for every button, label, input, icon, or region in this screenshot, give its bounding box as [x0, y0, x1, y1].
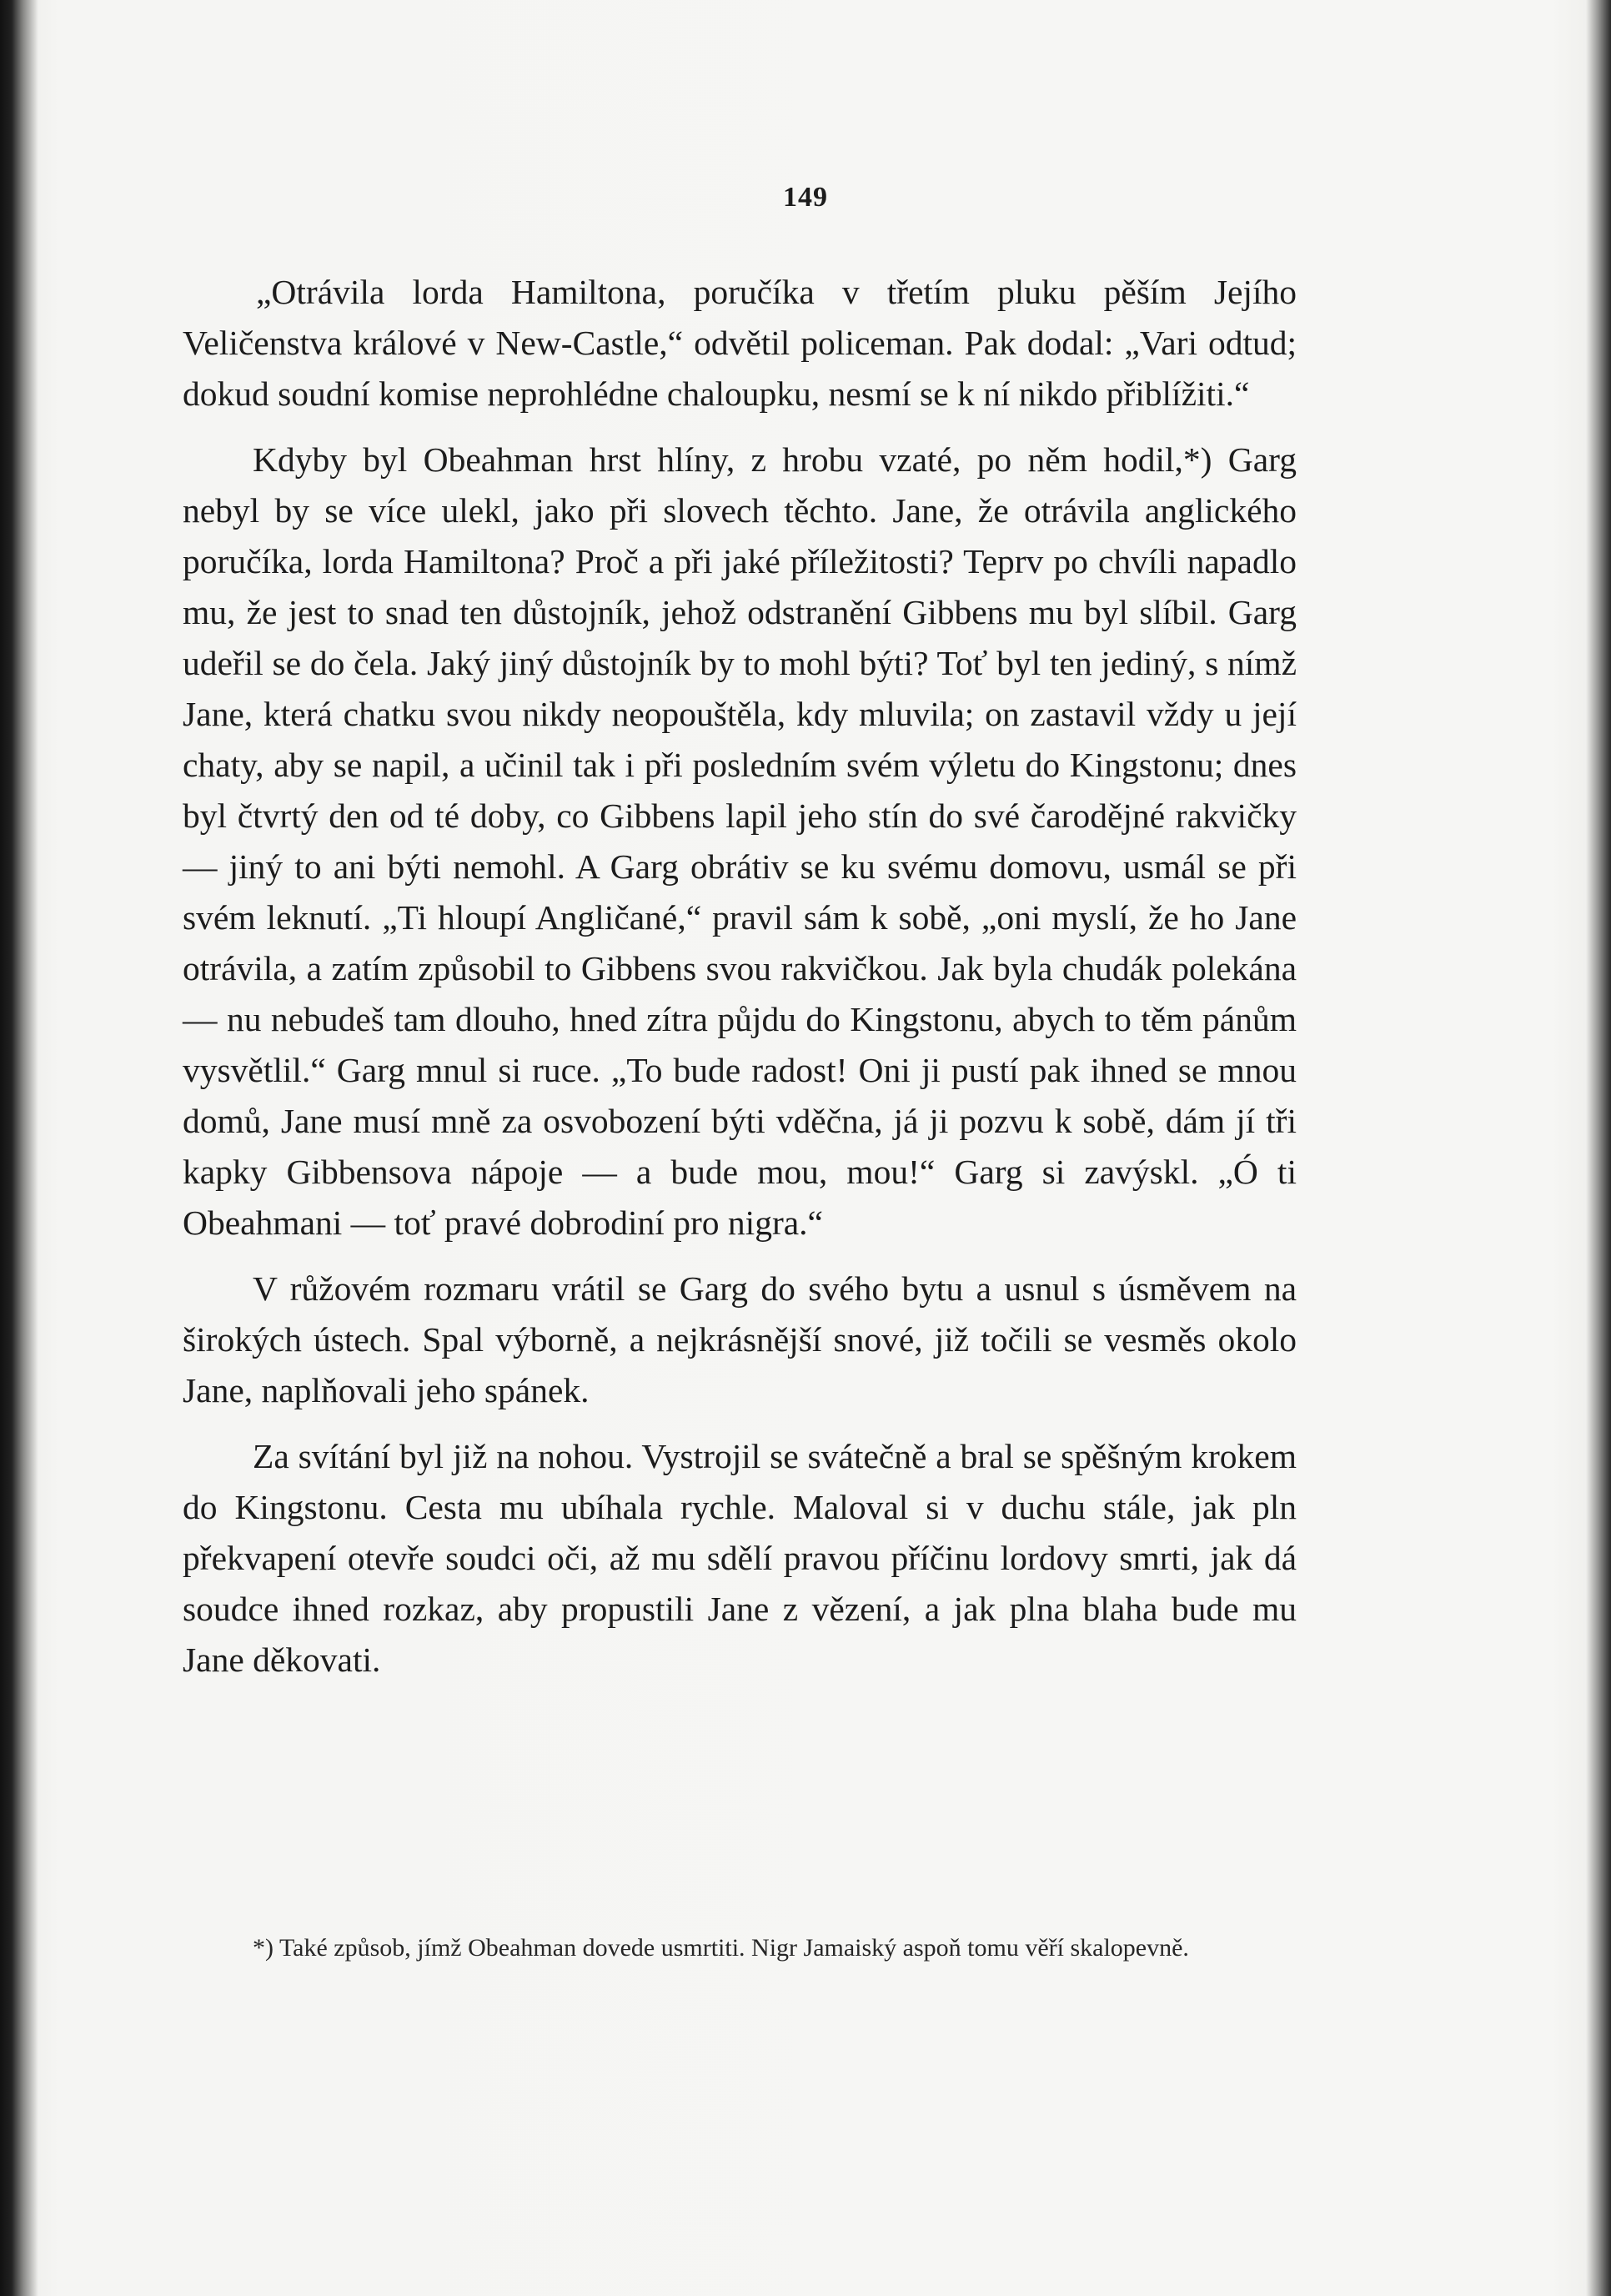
paragraph-3: V růžovém rozmaru vrátil se Garg do svého bytu a usnul s úsměvem na širokých ústech. Spal výborně, a nejkrásnější snové, již točili se vesměs okolo Jane, naplňovali jeho spánek. [183, 1269, 1297, 1409]
paragraph-4: Za svítání byl již na nohou. Vystrojil se svátečně a bral se spěšným krokem do Kingstonu. Cesta mu ubíhala rychle. Maloval si v duchu stále, jak pln překvapení otevře soudci oči, až mu sdělí pravou příčinu lordovy smrti, jak dá soudce ihned rozkaz, aby propustili Jane z vězení, a jak plna blaha bude mu Jane děkovati. [183, 1437, 1297, 1679]
paragraph-2: Kdyby byl Obeahman hrst hlíny, z hrobu vzaté, po něm hodil,*) Garg nebyl by se více ulekl, jako při slovech těchto. Jane, že otrávila anglického poručíka, lorda Hamiltona? Proč a při jaké příležitosti? Teprv po chvíli napadlo mu, že jest to snad ten důstojník, jehož odstranění Gibbens mu byl slíbil. Garg udeřil se do čela. Jaký jiný důstojník by to mohl býti? Toť byl ten jediný, s nímž Jane, která chatku svou nikdy neopouštěla, kdy mluvila; on zastavil vždy u její chaty, aby se napil, a učinil tak i při posledním svém výletu do Kingstonu; dnes byl čtvrtý den od té doby, co Gibbens lapil jeho stín do své čarodějné rakvičky — jiný to ani býti nemohl. A Garg obrátiv se ku svému domovu, usmál se při svém leknutí. „Ti hloupí Angličané,“ pravil sám k sobě, „oni myslí, že ho Jane otrávila, a zatím způsobil to Gibbens svou rakvičkou. Jak byla chudák polekána — nu nebudeš tam dlouho, hned zítra půjdu do Kingstonu, abych to těm pánům vysvětlil.“ Garg mnul si ruce. „To bude radost! Oni ji pustí pak ihned se mnou domů, Jane musí mně za osvobození býti vděčna, já ji pozvu k sobě, dám jí tři kapky Gibbensova nápoje — a bude mou, mou!“ Garg si zavýskl. „Ó ti Obeahmani — toť pravé dobrodiní pro nigra.“ [183, 440, 1297, 1242]
paragraph-1: „Otrávila lorda Hamiltona, poručíka v třetím pluku pěším Jejího Veličenstva králové v New-Castle,“ odvětil policeman. Pak dodal: „Vari odtud; dokud soudní komise neprohlédne chaloupku, nesmí se k ní nikdo přiblížiti.“ [183, 273, 1297, 413]
page-number: 149 [783, 182, 828, 213]
body-text [183, 267, 1297, 1686]
footnote-section [183, 1927, 1297, 1970]
page-edge-shadow [1586, 0, 1611, 2296]
book-binding-shadow [0, 0, 38, 2296]
footnote: *) Také způsob, jímž Obeahman dovede usmrtiti. Nigr Jamaiský aspoň tomu věří skalopevně. [253, 1934, 1189, 1962]
